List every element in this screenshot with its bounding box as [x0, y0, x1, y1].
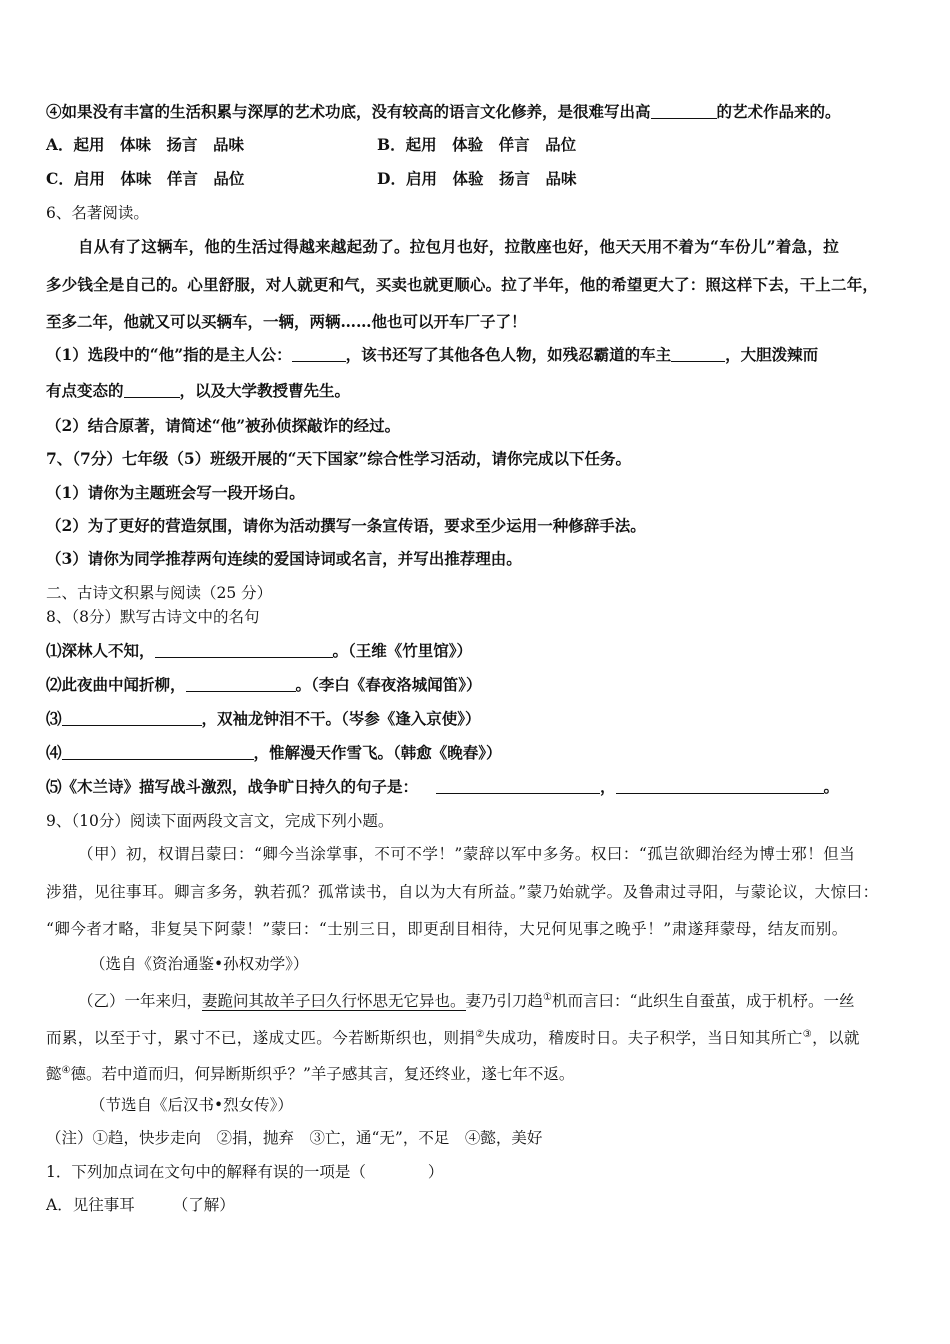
- q7-heading: 7、（7分）七年级（5）班级开展的“天下国家”综合性学习活动，请你完成以下任务。: [46, 449, 631, 468]
- note-mark: ③: [802, 1029, 813, 1040]
- q9-option-a[interactable]: A．见往事耳 （了解）: [46, 1196, 235, 1214]
- q9-sub-question: 1．下列加点词在文句中的解释有误的一项是（ ）: [46, 1163, 444, 1181]
- note-mark: ②: [475, 1029, 485, 1040]
- answer-blank[interactable]: [292, 345, 346, 362]
- annotation-notes: （注）①趋，快步走向 ②捐，抛弃 ③亡，通“无”，不足 ④懿，美好: [46, 1129, 543, 1147]
- q5-option-a[interactable]: A．起用 体味 扬言 品味: [46, 135, 245, 154]
- q6-heading: 6、名著阅读。: [46, 204, 149, 222]
- underlined-sentence: 妻跪问其故羊子曰久行怀思无它异也。: [202, 992, 466, 1011]
- q6-sub1: （1）选段中的“他”指的是主人公： ，该书还写了其他各色人物，如残忍霸道的车主 ，大胆泼辣而: [46, 345, 819, 364]
- q8-heading: 8、（8分）默写古诗文中的名句: [46, 608, 260, 626]
- yi-source: （节选自《后汉书•烈女传》）: [90, 1096, 293, 1114]
- answer-blank[interactable]: [671, 345, 725, 362]
- yi-passage-line: （乙）一年来归，妻跪问其故羊子曰久行怀思无它异也。妻乃引刀趋①机而言曰：“此织生自蚕茧，成于机杼。一丝: [78, 992, 855, 1011]
- q8-line: ⑷ ，惟解漫天作雪飞。（韩愈《晚春》）: [46, 743, 502, 762]
- q7-item: （1）请你为主题班会写一段开场白。: [46, 483, 305, 502]
- answer-blank[interactable]: [616, 777, 824, 794]
- q9-heading: 9、（10分）阅读下面两段文言文，完成下列小题。: [46, 812, 394, 830]
- jia-source: （选自《资治通鉴•孙权劝学》）: [90, 955, 309, 973]
- jia-passage-line: （甲）初，权谓吕蒙曰：“卿今当涂掌事，不可不学！”蒙辞以军中多务。权曰：“孤岂欲卿治经为博士邪！但当: [78, 845, 856, 863]
- q6-sub2: （2）结合原著，请简述“他”被孙侦探敲诈的经过。: [46, 416, 401, 435]
- q8-line: ⑸《木兰诗》描写战斗激烈，战争旷日持久的句子是： ， 。: [46, 777, 840, 796]
- q6-sub1-cont: 有点变态的 ，以及大学教授曹先生。: [46, 381, 351, 400]
- answer-blank[interactable]: [651, 102, 717, 119]
- jia-passage-line: 涉猎，见往事耳。卿言多务，孰若孤？孤常读书，自以为大有所益。”蒙乃始就学。及鲁肃过寻阳，与蒙论议，大惊曰：: [46, 883, 879, 901]
- q6-passage-line: 多少钱全是自己的。心里舒服，对人就更和气，买卖也就更顺心。拉了半年，他的希望更大了：照这样下去，干上二年，: [46, 275, 879, 294]
- answer-blank[interactable]: [155, 641, 333, 658]
- q7-item: （3）请你为同学推荐两句连续的爱国诗词或名言，并写出推荐理由。: [46, 549, 522, 568]
- q5-option-c[interactable]: C．启用 体味 佯言 品位: [46, 169, 245, 188]
- q7-item: （2）为了更好的营造氛围，请你为活动撰写一条宣传语，要求至少运用一种修辞手法。: [46, 516, 646, 535]
- q8-line: ⑴深林人不知， 。（王维《竹里馆》）: [46, 641, 473, 660]
- jia-passage-line: “卿今者才略，非复吴下阿蒙！”蒙曰：“士别三日，即更刮目相待，大兄何见事之晚乎！”肃遂拜蒙母，结友而别。: [46, 920, 848, 938]
- q5-option-b[interactable]: B．起用 体验 佯言 品位: [377, 135, 577, 154]
- q6-passage-line: 至多二年，他就又可以买辆车，一辆，两辆……他也可以开车厂子了！: [46, 312, 527, 331]
- yi-passage-line: 而累，以至于寸，累寸不已，遂成丈匹。今若断斯织也，则捐②失成功，稽废时日。夫子积学，当日知其所亡③，以就: [46, 1029, 860, 1048]
- note-mark: ④: [61, 1065, 71, 1076]
- note-mark: ①: [543, 992, 553, 1003]
- answer-blank[interactable]: [124, 381, 180, 398]
- answer-blank[interactable]: [436, 777, 600, 794]
- answer-blank[interactable]: [62, 709, 202, 726]
- q8-line: ⑶ ，双袖龙钟泪不干。（岑参《逢入京使》）: [46, 709, 481, 728]
- answer-blank[interactable]: [186, 675, 296, 692]
- yi-passage-line: 懿④德。若中道而归，何异断斯织乎？”羊子感其言，复还终业，遂七年不返。: [46, 1065, 575, 1084]
- answer-blank[interactable]: [62, 743, 254, 760]
- section-heading: 二、古诗文积累与阅读（25 分）: [46, 584, 273, 602]
- q6-passage-line: 自从有了这辆车，他的生活过得越来越起劲了。拉包月也好，拉散座也好，他天天用不着为“车份儿”着急，拉: [78, 237, 840, 256]
- q8-line: ⑵此夜曲中闻折柳， 。（李白《春夜洛城闻笛》）: [46, 675, 482, 694]
- q5-item4: ④如果没有丰富的生活积累与深厚的艺术功底，没有较高的语言文化修养，是很难写出高 的艺术作品来的。: [46, 102, 841, 121]
- q5-option-d[interactable]: D．启用 体验 扬言 品味: [377, 169, 577, 188]
